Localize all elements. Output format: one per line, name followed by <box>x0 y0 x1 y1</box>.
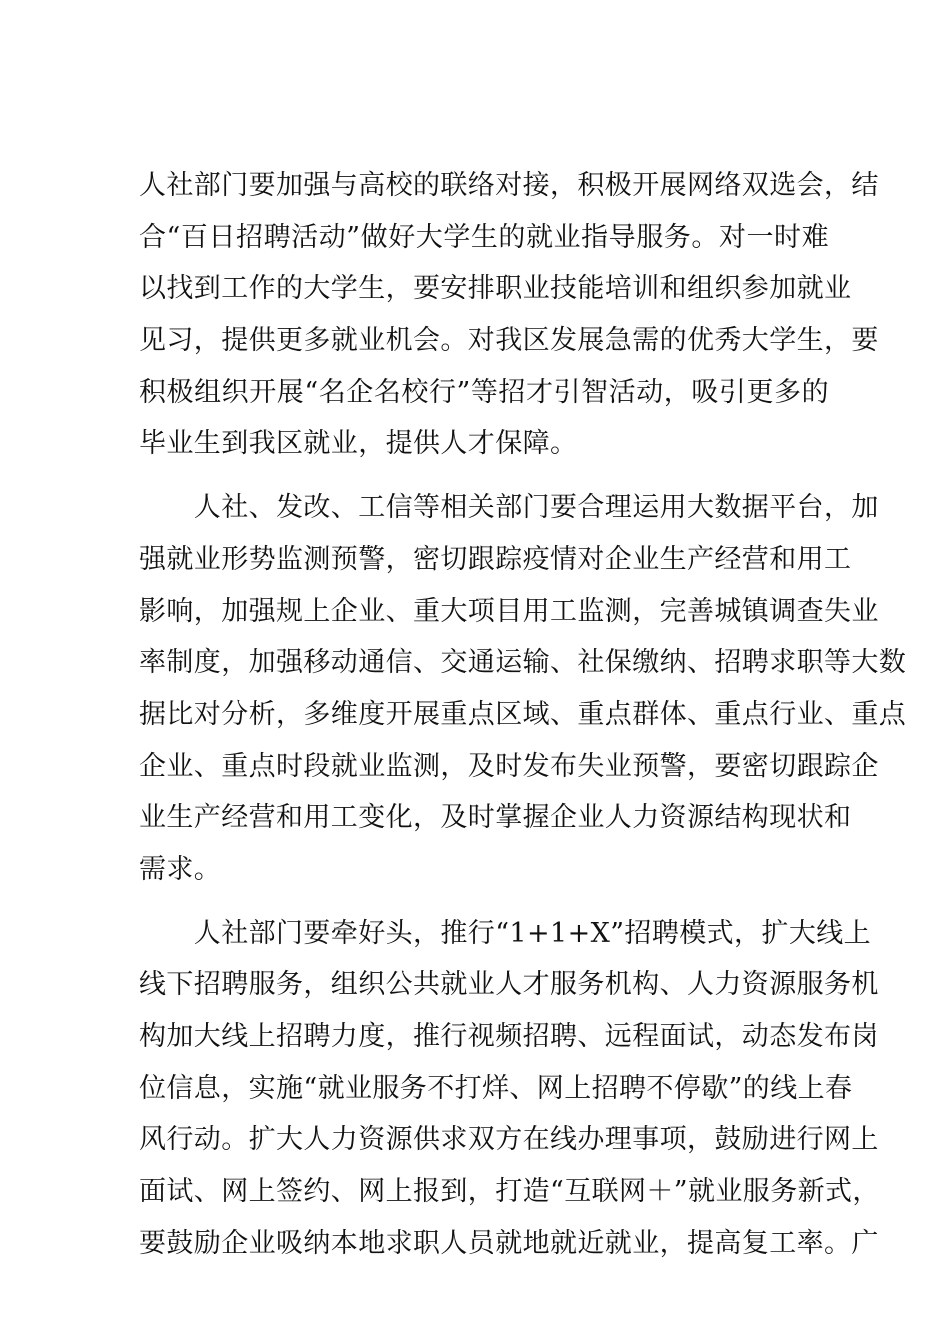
text-line: 面试、网上签约、网上报到，打造“互联网＋”就业服务新式， <box>139 1176 880 1208</box>
text-line: 要鼓励企业吸纳本地求职人员就地就近就业，提高复工率。广 <box>139 1227 879 1259</box>
text-line: 业生产经营和用工变化，及时掌握企业人力资源结构现状和 <box>139 802 852 834</box>
text-line: 毕业生到我区就业，提供人才保障。 <box>139 428 578 460</box>
paragraph <box>139 160 879 470</box>
paragraph <box>139 908 880 1270</box>
text-line: 率制度，加强移动通信、交通运输、社保缴纳、招聘求职等大数 <box>139 647 907 679</box>
text-line: 需求。 <box>139 853 222 885</box>
text-line: 位信息，实施“就业服务不打烊、网上招聘不停歇”的线上春 <box>139 1072 853 1104</box>
text-line: 据比对分析，多维度开展重点区域、重点群体、重点行业、重点 <box>139 698 907 730</box>
text-line: 构加大线上招聘力度，推行视频招聘、远程面试，动态发布岗 <box>139 1021 879 1052</box>
text-line: 影响，加强规上企业、重大项目用工监测，完善城镇调查失业 <box>139 595 879 627</box>
text-line: 人社部门要牵好头，推行“1+1+X”招聘模式，扩大线上 <box>139 917 872 949</box>
text-line: 见习，提供更多就业机会。对我区发展急需的优秀大学生，要 <box>139 325 879 357</box>
text-line: 企业、重点时段就业监测，及时发布失业预警，要密切跟踪企 <box>139 750 879 782</box>
text-line: 以找到工作的大学生，要安排职业技能培训和组织参加就业 <box>139 273 852 305</box>
text-line: 积极组织开展“名企名校行”等招才引智活动，吸引更多的 <box>139 376 829 408</box>
text-line: 风行动。扩大人力资源供求双方在线办理事项，鼓励进行网上 <box>139 1124 879 1156</box>
body-text <box>139 160 907 1269</box>
text-line: 人社部门要加强与高校的联络对接，积极开展网络双选会，结 <box>139 170 879 201</box>
text-line: 合“百日招聘活动”做好大学生的就业指导服务。对一时难 <box>139 221 829 253</box>
text-line: 人社、发改、工信等相关部门要合理运用大数据平台，加 <box>139 492 879 524</box>
text-line: 强就业形势监测预警，密切跟踪疫情对企业生产经营和用工 <box>139 543 852 575</box>
text-line: 线下招聘服务，组织公共就业人才服务机构、人力资源服务机 <box>139 969 879 1001</box>
paragraph <box>139 482 907 896</box>
